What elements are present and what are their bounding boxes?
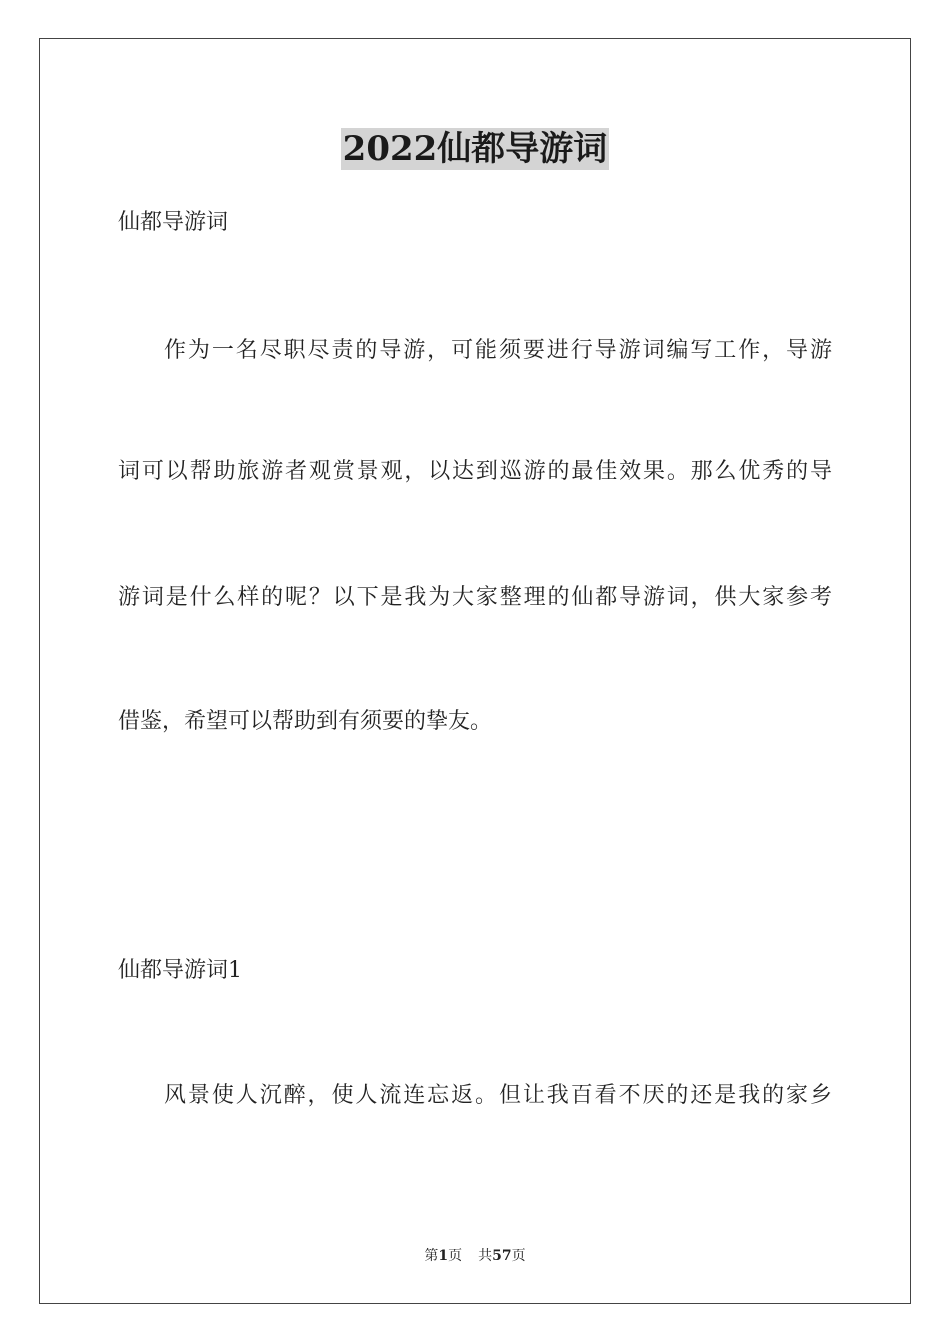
- footer-page-prefix: 第: [424, 1248, 439, 1264]
- page-footer: [0, 1246, 950, 1266]
- body-line-1: 风景使人沉醉，使人流连忘返。但让我百看不厌的还是我的家乡: [164, 1083, 832, 1108]
- intro-line-3: 游词是什么样的呢？以下是我为大家整理的仙都导游词，供大家参考: [118, 585, 832, 610]
- footer-total-prefix: 共: [478, 1248, 493, 1264]
- intro-line-4: 借鉴，希望可以帮助到有须要的挚友。: [118, 709, 493, 734]
- document-title: 2022仙都导游词: [342, 129, 608, 169]
- subsection-heading: 仙都导游词1: [118, 958, 242, 983]
- intro-line-1: 作为一名尽职尽责的导游，可能须要进行导游词编写工作，导游: [164, 338, 832, 363]
- title-container: [0, 128, 950, 170]
- section-heading: 仙都导游词: [118, 210, 229, 235]
- footer-page-current: 1: [438, 1248, 449, 1264]
- footer-page-total: 57: [492, 1248, 512, 1264]
- intro-line-2: 词可以帮助旅游者观赏景观，以达到巡游的最佳效果。那么优秀的导: [118, 459, 832, 484]
- footer-page-suffix: 页: [448, 1248, 463, 1264]
- footer-total-suffix: 页: [511, 1248, 526, 1264]
